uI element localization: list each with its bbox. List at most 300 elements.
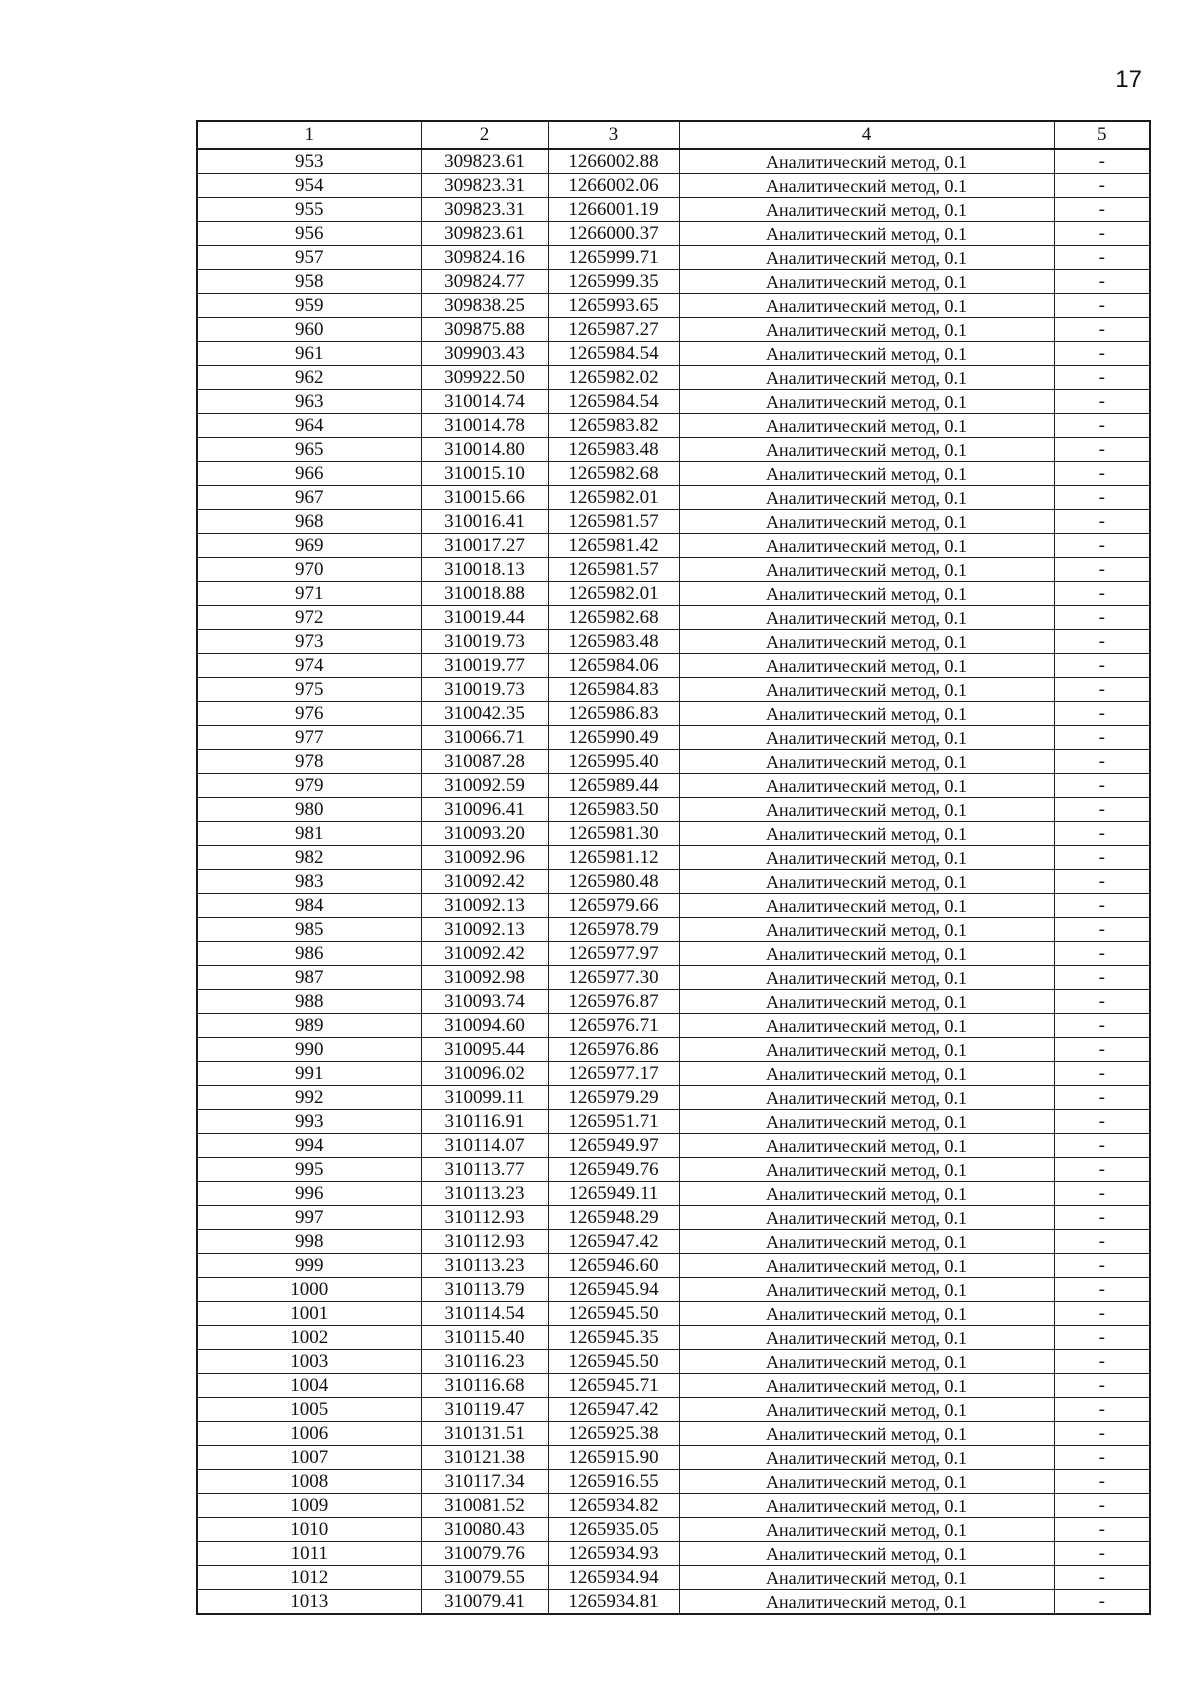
- note-cell: -: [1054, 149, 1150, 174]
- y-coordinate-cell: 1265976.87: [548, 990, 679, 1014]
- note-cell: -: [1054, 1014, 1150, 1038]
- table-row: [197, 1422, 1150, 1446]
- table-row: [197, 1542, 1150, 1566]
- note-cell: -: [1054, 174, 1150, 198]
- point-number-cell: 985: [197, 918, 421, 942]
- x-coordinate-cell: 309903.43: [421, 342, 548, 366]
- method-cell: Аналитический метод, 0.1: [679, 990, 1054, 1014]
- y-coordinate-cell: 1265945.35: [548, 1326, 679, 1350]
- x-coordinate-cell: 310019.73: [421, 678, 548, 702]
- table-row: [197, 270, 1150, 294]
- x-coordinate-cell: 310092.13: [421, 894, 548, 918]
- table-row: [197, 726, 1150, 750]
- x-coordinate-cell: 310092.42: [421, 870, 548, 894]
- note-cell: -: [1054, 1278, 1150, 1302]
- note-cell: -: [1054, 1326, 1150, 1350]
- page-number: 17: [1115, 66, 1142, 93]
- table-row: [197, 966, 1150, 990]
- point-number-cell: 1010: [197, 1518, 421, 1542]
- header-col-5: 5: [1054, 121, 1150, 149]
- method-cell: Аналитический метод, 0.1: [679, 582, 1054, 606]
- y-coordinate-cell: 1265934.93: [548, 1542, 679, 1566]
- x-coordinate-cell: 310092.42: [421, 942, 548, 966]
- note-cell: -: [1054, 1134, 1150, 1158]
- y-coordinate-cell: 1265934.82: [548, 1494, 679, 1518]
- x-coordinate-cell: 309823.61: [421, 222, 548, 246]
- table-row: [197, 1134, 1150, 1158]
- x-coordinate-cell: 310092.96: [421, 846, 548, 870]
- x-coordinate-cell: 310116.91: [421, 1110, 548, 1134]
- y-coordinate-cell: 1265916.55: [548, 1470, 679, 1494]
- table-row: [197, 558, 1150, 582]
- point-number-cell: 986: [197, 942, 421, 966]
- x-coordinate-cell: 310114.54: [421, 1302, 548, 1326]
- table-row: [197, 1182, 1150, 1206]
- point-number-cell: 1003: [197, 1350, 421, 1374]
- header-row: [197, 121, 1150, 149]
- method-cell: Аналитический метод, 0.1: [679, 1566, 1054, 1590]
- note-cell: -: [1054, 1062, 1150, 1086]
- note-cell: -: [1054, 342, 1150, 366]
- point-number-cell: 953: [197, 149, 421, 174]
- method-cell: Аналитический метод, 0.1: [679, 750, 1054, 774]
- table-row: [197, 1278, 1150, 1302]
- table-row: [197, 1326, 1150, 1350]
- method-cell: Аналитический метод, 0.1: [679, 1542, 1054, 1566]
- note-cell: -: [1054, 1566, 1150, 1590]
- x-coordinate-cell: 310115.40: [421, 1326, 548, 1350]
- table-row: [197, 822, 1150, 846]
- note-cell: -: [1054, 774, 1150, 798]
- y-coordinate-cell: 1265977.97: [548, 942, 679, 966]
- method-cell: Аналитический метод, 0.1: [679, 1134, 1054, 1158]
- table-row: [197, 1518, 1150, 1542]
- table-row: [197, 774, 1150, 798]
- note-cell: -: [1054, 390, 1150, 414]
- note-cell: -: [1054, 486, 1150, 510]
- table-row: [197, 342, 1150, 366]
- note-cell: -: [1054, 1038, 1150, 1062]
- x-coordinate-cell: 310095.44: [421, 1038, 548, 1062]
- note-cell: -: [1054, 822, 1150, 846]
- note-cell: -: [1054, 1110, 1150, 1134]
- note-cell: -: [1054, 1518, 1150, 1542]
- x-coordinate-cell: 310016.41: [421, 510, 548, 534]
- x-coordinate-cell: 310114.07: [421, 1134, 548, 1158]
- table-row: [197, 798, 1150, 822]
- point-number-cell: 970: [197, 558, 421, 582]
- method-cell: Аналитический метод, 0.1: [679, 1326, 1054, 1350]
- note-cell: -: [1054, 750, 1150, 774]
- x-coordinate-cell: 310018.13: [421, 558, 548, 582]
- method-cell: Аналитический метод, 0.1: [679, 246, 1054, 270]
- point-number-cell: 1002: [197, 1326, 421, 1350]
- method-cell: Аналитический метод, 0.1: [679, 1422, 1054, 1446]
- note-cell: -: [1054, 990, 1150, 1014]
- method-cell: Аналитический метод, 0.1: [679, 630, 1054, 654]
- method-cell: Аналитический метод, 0.1: [679, 726, 1054, 750]
- method-cell: Аналитический метод, 0.1: [679, 870, 1054, 894]
- table-header: [197, 121, 1150, 149]
- table-row: [197, 1470, 1150, 1494]
- method-cell: Аналитический метод, 0.1: [679, 1206, 1054, 1230]
- method-cell: Аналитический метод, 0.1: [679, 1158, 1054, 1182]
- point-number-cell: 978: [197, 750, 421, 774]
- point-number-cell: 998: [197, 1230, 421, 1254]
- note-cell: -: [1054, 294, 1150, 318]
- note-cell: -: [1054, 558, 1150, 582]
- point-number-cell: 968: [197, 510, 421, 534]
- y-coordinate-cell: 1265946.60: [548, 1254, 679, 1278]
- y-coordinate-cell: 1265995.40: [548, 750, 679, 774]
- x-coordinate-cell: 310119.47: [421, 1398, 548, 1422]
- method-cell: Аналитический метод, 0.1: [679, 1518, 1054, 1542]
- x-coordinate-cell: 310117.34: [421, 1470, 548, 1494]
- method-cell: Аналитический метод, 0.1: [679, 966, 1054, 990]
- note-cell: -: [1054, 702, 1150, 726]
- note-cell: -: [1054, 1182, 1150, 1206]
- y-coordinate-cell: 1265915.90: [548, 1446, 679, 1470]
- method-cell: Аналитический метод, 0.1: [679, 606, 1054, 630]
- note-cell: -: [1054, 678, 1150, 702]
- y-coordinate-cell: 1265945.71: [548, 1374, 679, 1398]
- point-number-cell: 980: [197, 798, 421, 822]
- x-coordinate-cell: 310113.23: [421, 1254, 548, 1278]
- method-cell: Аналитический метод, 0.1: [679, 1182, 1054, 1206]
- y-coordinate-cell: 1265934.94: [548, 1566, 679, 1590]
- x-coordinate-cell: 309823.31: [421, 174, 548, 198]
- table-body: [197, 149, 1150, 1614]
- method-cell: Аналитический метод, 0.1: [679, 222, 1054, 246]
- header-col-4: 4: [679, 121, 1054, 149]
- y-coordinate-cell: 1265987.27: [548, 318, 679, 342]
- table-row: [197, 390, 1150, 414]
- x-coordinate-cell: 310121.38: [421, 1446, 548, 1470]
- y-coordinate-cell: 1265990.49: [548, 726, 679, 750]
- y-coordinate-cell: 1265982.68: [548, 606, 679, 630]
- method-cell: Аналитический метод, 0.1: [679, 1446, 1054, 1470]
- x-coordinate-cell: 310017.27: [421, 534, 548, 558]
- note-cell: -: [1054, 366, 1150, 390]
- point-number-cell: 959: [197, 294, 421, 318]
- note-cell: -: [1054, 318, 1150, 342]
- table-row: [197, 1494, 1150, 1518]
- x-coordinate-cell: 310014.78: [421, 414, 548, 438]
- table-row: [197, 702, 1150, 726]
- method-cell: Аналитический метод, 0.1: [679, 1398, 1054, 1422]
- point-number-cell: 989: [197, 1014, 421, 1038]
- coordinates-table: [196, 120, 1151, 1615]
- note-cell: -: [1054, 1422, 1150, 1446]
- y-coordinate-cell: 1265981.57: [548, 558, 679, 582]
- point-number-cell: 1001: [197, 1302, 421, 1326]
- note-cell: -: [1054, 1302, 1150, 1326]
- point-number-cell: 1011: [197, 1542, 421, 1566]
- table-row: [197, 222, 1150, 246]
- method-cell: Аналитический метод, 0.1: [679, 149, 1054, 174]
- table-row: [197, 510, 1150, 534]
- point-number-cell: 969: [197, 534, 421, 558]
- y-coordinate-cell: 1265976.71: [548, 1014, 679, 1038]
- point-number-cell: 994: [197, 1134, 421, 1158]
- table-row: [197, 1446, 1150, 1470]
- point-number-cell: 996: [197, 1182, 421, 1206]
- note-cell: -: [1054, 510, 1150, 534]
- y-coordinate-cell: 1265999.35: [548, 270, 679, 294]
- method-cell: Аналитический метод, 0.1: [679, 174, 1054, 198]
- note-cell: -: [1054, 798, 1150, 822]
- method-cell: Аналитический метод, 0.1: [679, 1086, 1054, 1110]
- y-coordinate-cell: 1265981.42: [548, 534, 679, 558]
- table-row: [197, 462, 1150, 486]
- method-cell: Аналитический метод, 0.1: [679, 534, 1054, 558]
- point-number-cell: 979: [197, 774, 421, 798]
- x-coordinate-cell: 310080.43: [421, 1518, 548, 1542]
- x-coordinate-cell: 310113.23: [421, 1182, 548, 1206]
- note-cell: -: [1054, 270, 1150, 294]
- note-cell: -: [1054, 462, 1150, 486]
- note-cell: -: [1054, 1206, 1150, 1230]
- method-cell: Аналитический метод, 0.1: [679, 894, 1054, 918]
- y-coordinate-cell: 1265981.57: [548, 510, 679, 534]
- x-coordinate-cell: 309875.88: [421, 318, 548, 342]
- point-number-cell: 997: [197, 1206, 421, 1230]
- note-cell: -: [1054, 1254, 1150, 1278]
- point-number-cell: 957: [197, 246, 421, 270]
- y-coordinate-cell: 1265982.01: [548, 486, 679, 510]
- point-number-cell: 983: [197, 870, 421, 894]
- x-coordinate-cell: 310093.20: [421, 822, 548, 846]
- note-cell: -: [1054, 534, 1150, 558]
- coordinates-table-container: [196, 120, 1149, 1615]
- x-coordinate-cell: 310081.52: [421, 1494, 548, 1518]
- x-coordinate-cell: 310131.51: [421, 1422, 548, 1446]
- method-cell: Аналитический метод, 0.1: [679, 1230, 1054, 1254]
- y-coordinate-cell: 1265984.54: [548, 390, 679, 414]
- point-number-cell: 958: [197, 270, 421, 294]
- note-cell: -: [1054, 846, 1150, 870]
- note-cell: -: [1054, 1494, 1150, 1518]
- table-row: [197, 846, 1150, 870]
- method-cell: Аналитический метод, 0.1: [679, 822, 1054, 846]
- x-coordinate-cell: 310019.44: [421, 606, 548, 630]
- y-coordinate-cell: 1265999.71: [548, 246, 679, 270]
- table-row: [197, 294, 1150, 318]
- method-cell: Аналитический метод, 0.1: [679, 1494, 1054, 1518]
- y-coordinate-cell: 1265983.48: [548, 630, 679, 654]
- y-coordinate-cell: 1266002.06: [548, 174, 679, 198]
- note-cell: -: [1054, 1542, 1150, 1566]
- point-number-cell: 982: [197, 846, 421, 870]
- table-row: [197, 918, 1150, 942]
- method-cell: Аналитический метод, 0.1: [679, 1062, 1054, 1086]
- y-coordinate-cell: 1265945.50: [548, 1302, 679, 1326]
- method-cell: Аналитический метод, 0.1: [679, 846, 1054, 870]
- y-coordinate-cell: 1265984.06: [548, 654, 679, 678]
- y-coordinate-cell: 1265982.68: [548, 462, 679, 486]
- note-cell: -: [1054, 1374, 1150, 1398]
- note-cell: -: [1054, 1470, 1150, 1494]
- note-cell: -: [1054, 1398, 1150, 1422]
- method-cell: Аналитический метод, 0.1: [679, 510, 1054, 534]
- point-number-cell: 984: [197, 894, 421, 918]
- x-coordinate-cell: 310113.79: [421, 1278, 548, 1302]
- note-cell: -: [1054, 654, 1150, 678]
- table-row: [197, 630, 1150, 654]
- y-coordinate-cell: 1265951.71: [548, 1110, 679, 1134]
- point-number-cell: 1007: [197, 1446, 421, 1470]
- y-coordinate-cell: 1265979.29: [548, 1086, 679, 1110]
- x-coordinate-cell: 310096.02: [421, 1062, 548, 1086]
- point-number-cell: 975: [197, 678, 421, 702]
- table-row: [197, 1590, 1150, 1615]
- y-coordinate-cell: 1265983.50: [548, 798, 679, 822]
- x-coordinate-cell: 310015.10: [421, 462, 548, 486]
- note-cell: -: [1054, 870, 1150, 894]
- x-coordinate-cell: 309823.31: [421, 198, 548, 222]
- x-coordinate-cell: 310093.74: [421, 990, 548, 1014]
- point-number-cell: 991: [197, 1062, 421, 1086]
- y-coordinate-cell: 1265993.65: [548, 294, 679, 318]
- table-row: [197, 1302, 1150, 1326]
- x-coordinate-cell: 310096.41: [421, 798, 548, 822]
- note-cell: -: [1054, 1158, 1150, 1182]
- x-coordinate-cell: 310099.11: [421, 1086, 548, 1110]
- table-row: [197, 486, 1150, 510]
- note-cell: -: [1054, 630, 1150, 654]
- method-cell: Аналитический метод, 0.1: [679, 198, 1054, 222]
- y-coordinate-cell: 1265935.05: [548, 1518, 679, 1542]
- method-cell: Аналитический метод, 0.1: [679, 558, 1054, 582]
- point-number-cell: 1013: [197, 1590, 421, 1615]
- table-row: [197, 438, 1150, 462]
- y-coordinate-cell: 1266000.37: [548, 222, 679, 246]
- x-coordinate-cell: 310116.23: [421, 1350, 548, 1374]
- note-cell: -: [1054, 942, 1150, 966]
- point-number-cell: 993: [197, 1110, 421, 1134]
- point-number-cell: 988: [197, 990, 421, 1014]
- point-number-cell: 963: [197, 390, 421, 414]
- y-coordinate-cell: 1265982.01: [548, 582, 679, 606]
- point-number-cell: 964: [197, 414, 421, 438]
- table-row: [197, 894, 1150, 918]
- method-cell: Аналитический метод, 0.1: [679, 774, 1054, 798]
- point-number-cell: 1009: [197, 1494, 421, 1518]
- point-number-cell: 992: [197, 1086, 421, 1110]
- point-number-cell: 971: [197, 582, 421, 606]
- note-cell: -: [1054, 438, 1150, 462]
- point-number-cell: 1004: [197, 1374, 421, 1398]
- note-cell: -: [1054, 1590, 1150, 1615]
- method-cell: Аналитический метод, 0.1: [679, 1110, 1054, 1134]
- note-cell: -: [1054, 606, 1150, 630]
- x-coordinate-cell: 310112.93: [421, 1230, 548, 1254]
- method-cell: Аналитический метод, 0.1: [679, 318, 1054, 342]
- x-coordinate-cell: 310112.93: [421, 1206, 548, 1230]
- x-coordinate-cell: 310113.77: [421, 1158, 548, 1182]
- note-cell: -: [1054, 222, 1150, 246]
- table-row: [197, 1086, 1150, 1110]
- y-coordinate-cell: 1265980.48: [548, 870, 679, 894]
- note-cell: -: [1054, 894, 1150, 918]
- method-cell: Аналитический метод, 0.1: [679, 390, 1054, 414]
- x-coordinate-cell: 310019.73: [421, 630, 548, 654]
- x-coordinate-cell: 310014.80: [421, 438, 548, 462]
- table-row: [197, 942, 1150, 966]
- x-coordinate-cell: 309824.77: [421, 270, 548, 294]
- table-row: [197, 678, 1150, 702]
- point-number-cell: 990: [197, 1038, 421, 1062]
- x-coordinate-cell: 309823.61: [421, 149, 548, 174]
- y-coordinate-cell: 1265978.79: [548, 918, 679, 942]
- table-row: [197, 1350, 1150, 1374]
- y-coordinate-cell: 1265981.30: [548, 822, 679, 846]
- method-cell: Аналитический метод, 0.1: [679, 654, 1054, 678]
- point-number-cell: 1012: [197, 1566, 421, 1590]
- method-cell: Аналитический метод, 0.1: [679, 798, 1054, 822]
- table-row: [197, 1230, 1150, 1254]
- method-cell: Аналитический метод, 0.1: [679, 1278, 1054, 1302]
- point-number-cell: 955: [197, 198, 421, 222]
- x-coordinate-cell: 310092.98: [421, 966, 548, 990]
- method-cell: Аналитический метод, 0.1: [679, 486, 1054, 510]
- y-coordinate-cell: 1265982.02: [548, 366, 679, 390]
- note-cell: -: [1054, 726, 1150, 750]
- method-cell: Аналитический метод, 0.1: [679, 438, 1054, 462]
- y-coordinate-cell: 1265948.29: [548, 1206, 679, 1230]
- point-number-cell: 1000: [197, 1278, 421, 1302]
- note-cell: -: [1054, 414, 1150, 438]
- x-coordinate-cell: 310015.66: [421, 486, 548, 510]
- y-coordinate-cell: 1265977.17: [548, 1062, 679, 1086]
- method-cell: Аналитический метод, 0.1: [679, 294, 1054, 318]
- table-row: [197, 534, 1150, 558]
- note-cell: -: [1054, 1446, 1150, 1470]
- point-number-cell: 974: [197, 654, 421, 678]
- y-coordinate-cell: 1265986.83: [548, 702, 679, 726]
- table-row: [197, 750, 1150, 774]
- table-row: [197, 174, 1150, 198]
- x-coordinate-cell: 310014.74: [421, 390, 548, 414]
- y-coordinate-cell: 1265977.30: [548, 966, 679, 990]
- method-cell: Аналитический метод, 0.1: [679, 1590, 1054, 1615]
- y-coordinate-cell: 1266002.88: [548, 149, 679, 174]
- y-coordinate-cell: 1265949.97: [548, 1134, 679, 1158]
- x-coordinate-cell: 310079.76: [421, 1542, 548, 1566]
- point-number-cell: 960: [197, 318, 421, 342]
- note-cell: -: [1054, 1086, 1150, 1110]
- y-coordinate-cell: 1265984.83: [548, 678, 679, 702]
- table-row: [197, 414, 1150, 438]
- point-number-cell: 961: [197, 342, 421, 366]
- point-number-cell: 967: [197, 486, 421, 510]
- note-cell: -: [1054, 918, 1150, 942]
- x-coordinate-cell: 310092.13: [421, 918, 548, 942]
- method-cell: Аналитический метод, 0.1: [679, 1302, 1054, 1326]
- method-cell: Аналитический метод, 0.1: [679, 918, 1054, 942]
- x-coordinate-cell: 309922.50: [421, 366, 548, 390]
- point-number-cell: 977: [197, 726, 421, 750]
- y-coordinate-cell: 1265983.48: [548, 438, 679, 462]
- note-cell: -: [1054, 246, 1150, 270]
- y-coordinate-cell: 1265947.42: [548, 1230, 679, 1254]
- table-row: [197, 1038, 1150, 1062]
- point-number-cell: 956: [197, 222, 421, 246]
- x-coordinate-cell: 310042.35: [421, 702, 548, 726]
- method-cell: Аналитический метод, 0.1: [679, 414, 1054, 438]
- table-row: [197, 1110, 1150, 1134]
- x-coordinate-cell: 309838.25: [421, 294, 548, 318]
